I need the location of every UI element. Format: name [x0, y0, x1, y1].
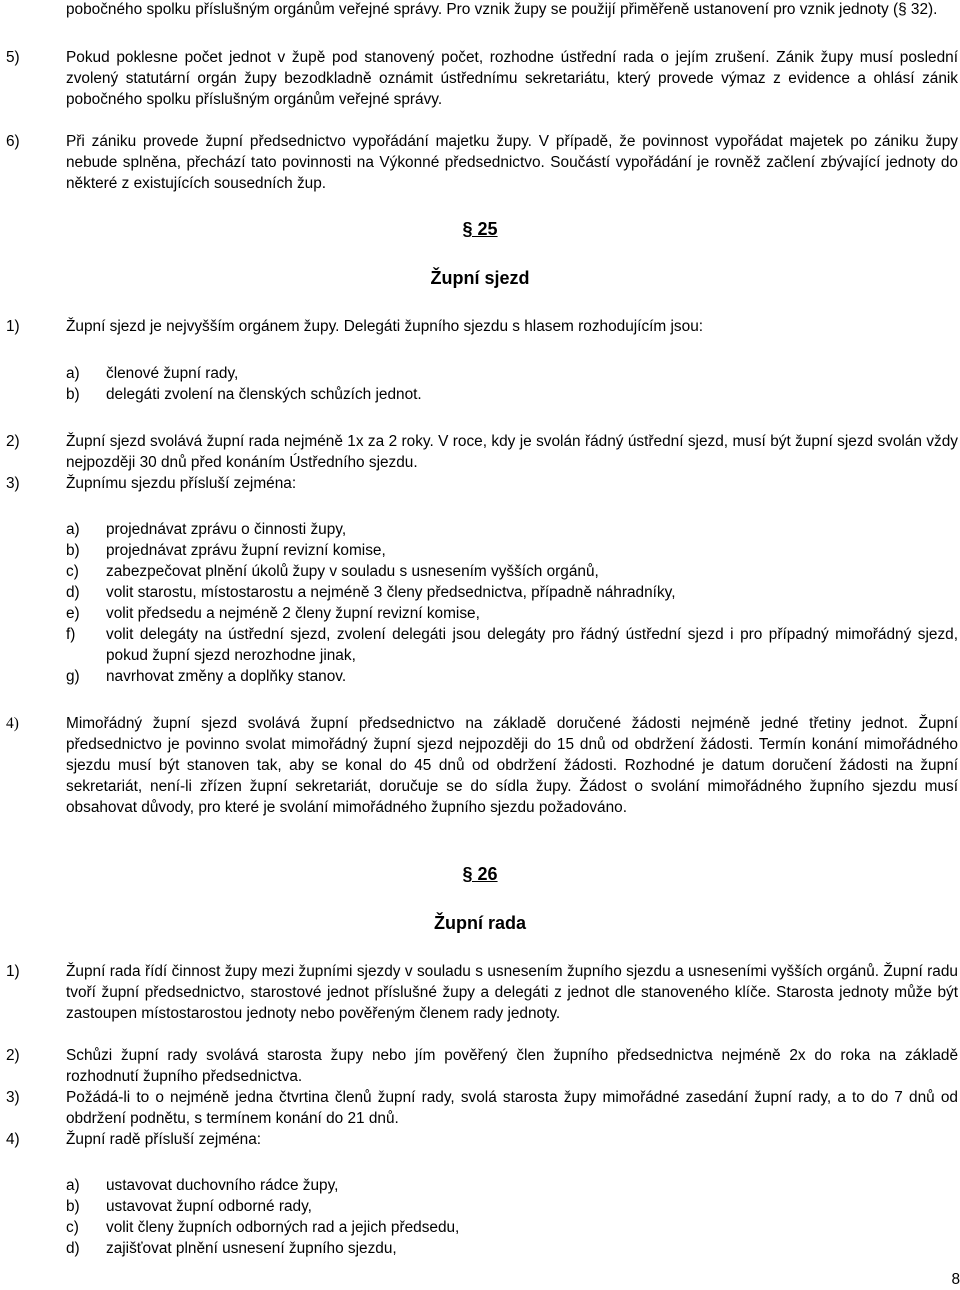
paragraph-text: Župní sjezd svolává župní rada nejméně 1x za 2 roky. V roce, kdy je svolán řádný ústřední sjezd, musí být župní sjezd svolán vždy nejpozději 30 dnů před konáním Ústředního sjezdu. [66, 433, 958, 471]
paragraph-number: 3) [6, 1089, 20, 1106]
list-item-label: a) [66, 521, 80, 538]
section-title: Župní sjezd [430, 268, 530, 288]
list-item-label: b) [66, 1198, 80, 1215]
list-item-text: volit členy župních odborných rad a jejich předsedu, [106, 1219, 460, 1236]
paragraph-text: Při zániku provede župní předsednictvo vypořádání majetku župy. V případě, že povinnost vypořádat majetek po zániku župy nebude splněna, přechází tato povinnosti na Výkonné předsednictvo. Součástí vypořádání je rovněž začlení zbývající jednoty do některé z existujících sousedních žup. [66, 133, 958, 192]
list-item-label: a) [66, 1177, 80, 1194]
paragraph-text: Župní rada řídí činnost župy mezi župními sjezdy v souladu s usnesením župního sjezdu a usneseními vyšších orgánů. Župní radu tvoří župní předsednictvo, starostové jednot příslušné župy a delegáti z jednot dle stanoveného klíče. Starosta jednoty může být zastoupen místostarostou jednoty nebo pověřeným členem rady jednoty. [66, 963, 958, 1022]
paragraph-text: Pokud poklesne počet jednot v župě pod stanovený počet, rozhodne ústřední rada o jejím zrušení. Zánik župy musí poslední zvolený statutární orgán župy bezodkladně oznámit ústřednímu sekretariátu, který provede výmaz z evidence a ohlásí zánik pobočného spolku příslušným orgánům veřejné správy. [66, 49, 958, 108]
list-item-text: ustavovat duchovního rádce župy, [106, 1177, 339, 1194]
paragraph-text: Župní sjezd je nejvyšším orgánem župy. Delegáti župního sjezdu s hlasem rozhodujícím jsou: [66, 318, 704, 335]
list-item-text: volit delegáty na ústřední sjezd, zvolení delegáti jsou delegáty pro řádný ústřední sjezd i pro případný mimořádný sjezd, pokud župní sjezd nerozhodne jinak, [106, 626, 958, 664]
paragraph-number: 4) [6, 1131, 20, 1148]
list-item-text: volit předsedu a nejméně 2 členy župní revizní komise, [106, 605, 480, 622]
paragraph-number: 2) [6, 1047, 20, 1064]
section-title: Župní rada [433, 913, 526, 933]
list-item-text: delegáti zvolení na členských schůzích jednot. [106, 386, 422, 403]
paragraph-number: 4) [6, 715, 19, 732]
list-item-label: c) [66, 1219, 79, 1236]
section-mark: § [462, 219, 473, 239]
page-number: 8 [951, 1271, 960, 1288]
list-item-text: ustavovat župní odborné rady, [106, 1198, 312, 1215]
list-item-text: volit starostu, místostarostu a nejméně 3 členy předsednictva, případně náhradníky, [106, 584, 676, 601]
section-number: 25 [477, 219, 498, 239]
section-mark: § [462, 864, 473, 884]
paragraph-number: 5) [6, 49, 20, 66]
list-item-label: e) [66, 605, 80, 622]
list-item-label: c) [66, 563, 79, 580]
list-item-label: a) [66, 365, 80, 382]
paragraph-text: Požádá-li to o nejméně jedna čtvrtina členů župní rady, svolá starosta župy mimořádné zasedání župní rady, a to do 7 dnů od obdržení podnětu, s termínem konání do 21 dnů. [66, 1089, 958, 1127]
section-heading-number [0, 864, 960, 885]
paragraph-continuation: pobočného spolku příslušným orgánům veřejné správy. Pro vznik župy se použijí přiměřeně ustanovení pro vznik jednoty (§ 32). [66, 1, 938, 18]
paragraph-text: Mimořádný župní sjezd svolává župní předsednictvo na základě doručené žádosti nejméně jedné třetiny jednot. Župní předsednictvo je povinno svolat mimořádný župní sjezd nejpozději do 15 dnů od obdržení žádosti. Termín konání mimořádného sjezdu musí být stanoven tak, aby se konal do 45 dnů od obdržení žádosti. Rozhodné je datum doručení žádosti na župní sekretariát, není-li zřízen župní sekretariát, doručuje se do sídla župy. Žádost o svolání mimořádného župního sjezdu musí obsahovat důvody, pro které je svolání mimořádného župního sjezdu požadováno. [66, 715, 958, 816]
list-item-label: g) [66, 668, 80, 685]
section-number: 26 [477, 864, 498, 884]
paragraph-number: 1) [6, 963, 20, 980]
list-item-label: b) [66, 542, 80, 559]
list-item-label: f) [66, 626, 76, 643]
list-item-label: d) [66, 1240, 80, 1257]
list-item-text: projednávat zprávu o činnosti župy, [106, 521, 347, 538]
paragraph-number: 6) [6, 133, 20, 150]
paragraph-text: Schůzi župní rady svolává starosta župy nebo jím pověřený člen župního předsednictva nejméně 2x do roka na základě rozhodnutí župního předsednictva. [66, 1047, 958, 1085]
paragraph-number: 1) [6, 318, 20, 335]
list-item-text: navrhovat změny a doplňky stanov. [106, 668, 347, 685]
list-item-text: zabezpečovat plnění úkolů župy v souladu s usnesením vyšších orgánů, [106, 563, 599, 580]
paragraph-text: Župnímu sjezdu přísluší zejména: [66, 475, 297, 492]
paragraph-number: 2) [6, 433, 20, 450]
list-item-label: d) [66, 584, 80, 601]
paragraph-number: 3) [6, 475, 20, 492]
paragraph-text: Župní radě přísluší zejména: [66, 1131, 262, 1148]
list-item-text: zajišťovat plnění usnesení župního sjezdu, [106, 1240, 397, 1257]
list-item-label: b) [66, 386, 80, 403]
section-heading-number [0, 219, 960, 240]
list-item-text: projednávat zprávu župní revizní komise, [106, 542, 386, 559]
list-item-text: členové župní rady, [106, 365, 239, 382]
